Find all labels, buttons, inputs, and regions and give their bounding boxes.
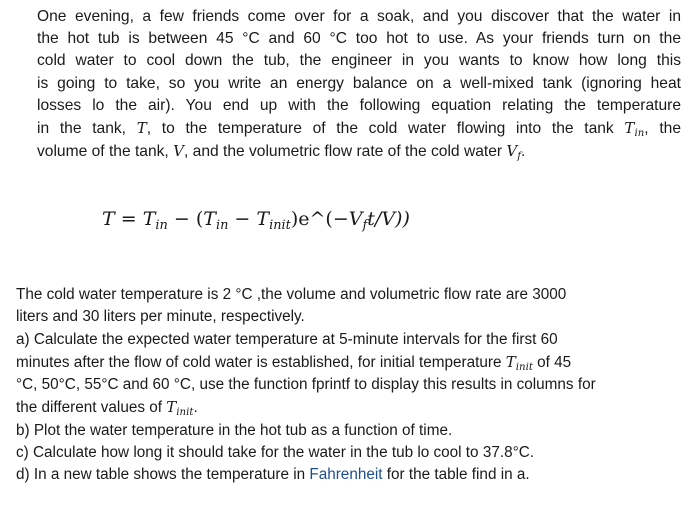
problem-line-6a: the different values of [16, 399, 162, 417]
var-T: T [136, 119, 147, 138]
intro-line-7b: and the volumetric flow rate of the cold water [192, 143, 503, 161]
problem-line-9 [16, 464, 682, 486]
eq-minus: − [228, 208, 257, 230]
problem-line-7: b) Plot the water temperature in the hot tub as a function of time. [16, 421, 453, 439]
intro-line-6c: the [659, 120, 681, 138]
comma: , [146, 120, 152, 138]
var-T-init: $T_{init}$ [505, 352, 533, 373]
problem-line-6: the different values of $T_{init}$. [16, 398, 198, 419]
eq-t-in: $T_{in}$ [142, 208, 168, 233]
eq-t-init: $T_{init}$ [256, 208, 291, 233]
problem-statement [16, 284, 682, 487]
eq-t-in-2: $T_{in}$ [203, 208, 229, 233]
intro-paragraph [37, 6, 681, 163]
intro-line-3: cold water to cool down the tub, the engineer in you wants to know how long this [37, 52, 681, 70]
problem-line-3: a) Calculate the expected water temperature at 5-minute intervals for the first 60 [16, 330, 558, 348]
problem-line-9a: d) In a new table shows the temperature in [16, 466, 306, 484]
intro-line-6a: in the tank, [37, 120, 127, 138]
eq-minus-open: − ( [167, 208, 204, 230]
intro-line-5: losses lo the air). You end up with the following equation relating the temperature [37, 96, 681, 114]
intro-line-7a: volume of the tank, [37, 143, 169, 161]
intro-line-4: is going to take, so you write an energy balance on a well-mixed tank (ignoring heat [37, 74, 681, 92]
problem-line-5: °C, 50°C, 55°C and 60 °C, use the function fprintf to display this results in columns for [16, 376, 596, 394]
eq-lhs: T [102, 208, 115, 230]
intro-line-6: in the tank, T, to the temperature of the cold water flowing into the tank $T_{in}$, the [37, 119, 681, 140]
intro-line-2: the hot tub is between 45 °C and 60 °C too hot to use. As your friends turn on the [37, 30, 681, 48]
eq-exp-open: )e^(− [290, 208, 349, 230]
eq-sign: = [114, 208, 143, 230]
problem-line-1: The cold water temperature is 2 °C ,the volume and volumetric flow rate are 3000 [16, 286, 567, 303]
problem-line-2: liters and 30 liters per minute, respectively. [16, 308, 305, 326]
problem-line-4b: of 45 [537, 353, 572, 371]
var-T-in: $T_{in}$ [624, 119, 645, 140]
problem-line-9b: for the table find in a. [386, 466, 530, 484]
eq-vf: $V_f$ [348, 208, 368, 233]
temperature-equation [102, 208, 410, 233]
var-Vf: $V_f$ [506, 142, 522, 163]
intro-line-1: One evening, a few friends come over for a soak, and you discover that the water in [37, 8, 681, 25]
intro-line-6b: to the temperature of the cold water flowing into the tank [161, 120, 614, 138]
eq-t-over-v: t/V)) [367, 208, 410, 230]
problem-line-8: c) Calculate how long it should take for the water in the tub lo cool to 37.8°C. [16, 444, 535, 462]
problem-line-4a: minutes after the flow of cold water is established, for initial temperature [16, 353, 502, 371]
problem-line-4 [16, 351, 682, 374]
var-T-init-2: $T_{init}$ [166, 398, 194, 419]
intro-line-7: volume of the tank, V, and the volumetric flow rate of the cold water $V_f$. [37, 142, 526, 163]
fahrenheit-text: Fahrenheit [309, 466, 383, 484]
var-V: V [173, 142, 184, 161]
